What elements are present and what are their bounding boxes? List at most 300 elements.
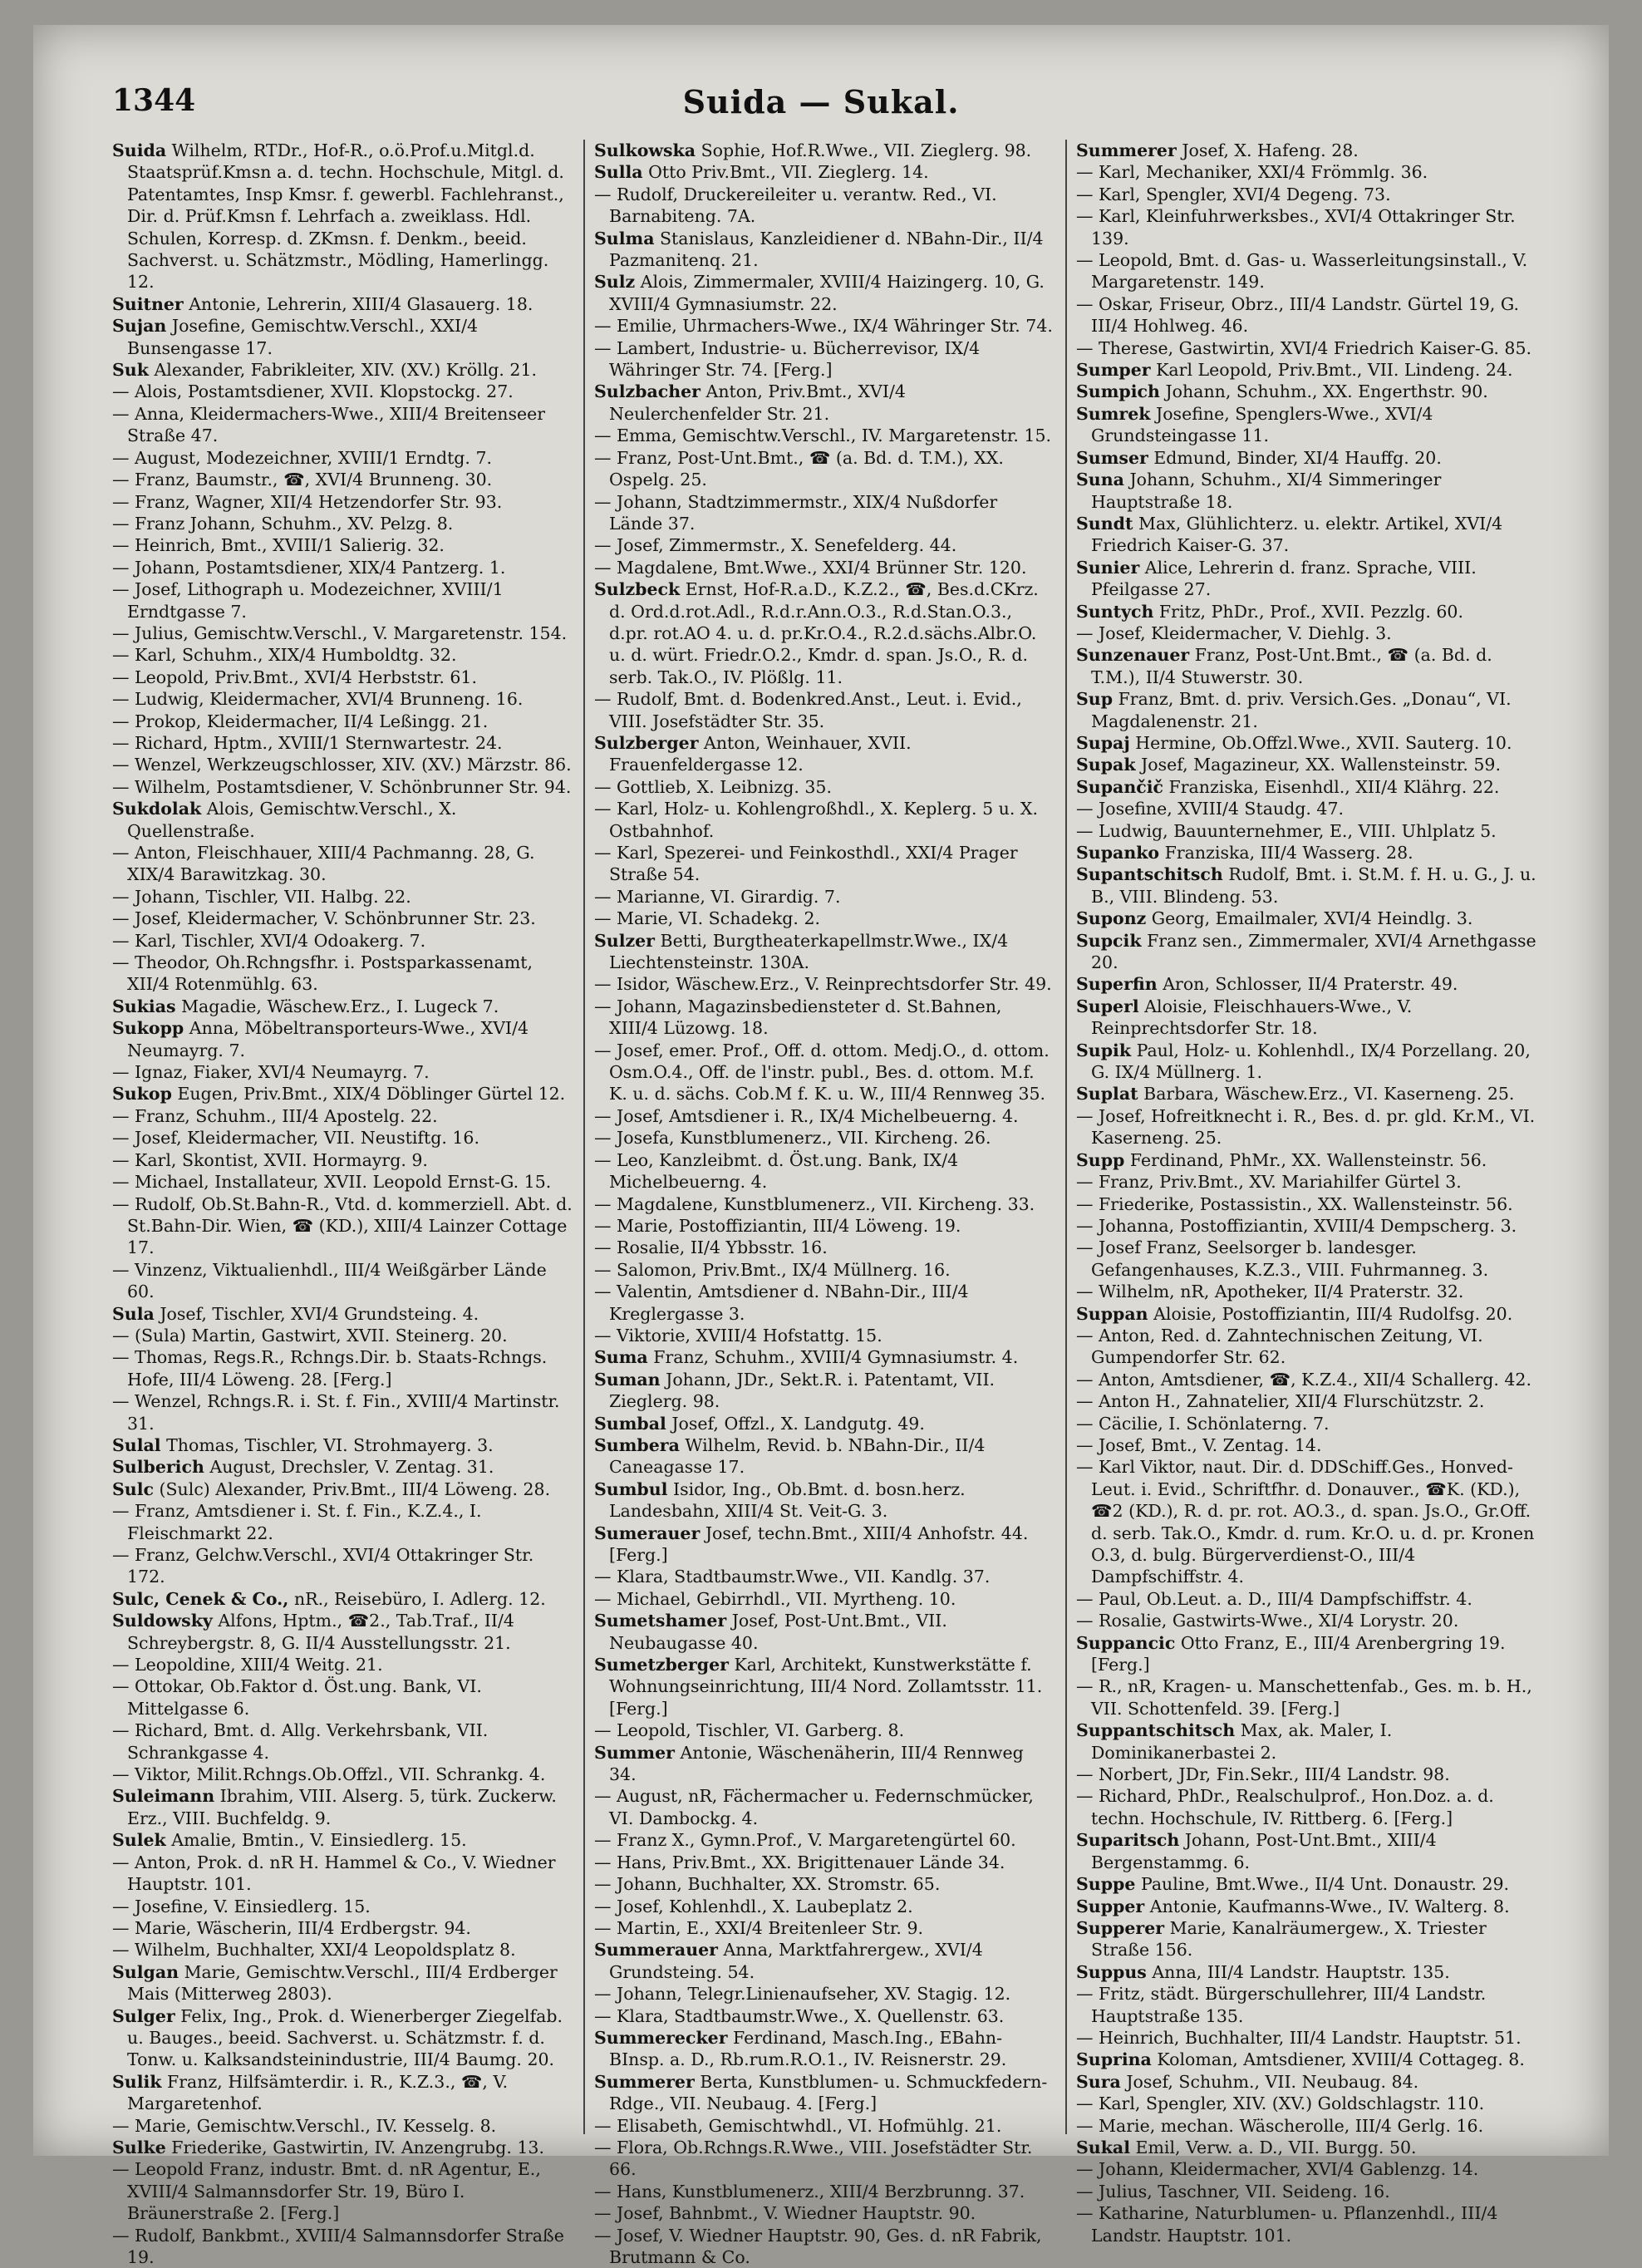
entry-text: — Karl, Spengler, XVI/4 Degeng. 73.: [1076, 184, 1391, 204]
directory-entry: [594, 908, 1055, 929]
entry-text: Friederike, Gastwirtin, IV. Anzengrubg. 13.: [171, 2137, 544, 2157]
entry-surname: Sup: [1076, 689, 1114, 710]
entry-text: — Josef, Zimmermstr., X. Senefelderg. 44.: [594, 535, 957, 556]
directory-entry: [1076, 1456, 1537, 1587]
column-1: [112, 140, 573, 2267]
directory-entry: [112, 754, 573, 775]
entry-text: Felix, Ing., Prok. d. Wienerberger Ziegelfab. u. Bauges., beeid. Sachverst. u. Schätzmstr. f. d. Tonw. u. Kalksandsteinindustrie, III/4 Baumg. 20.: [127, 2005, 563, 2070]
entry-text: Johann, JDr., Sekt.R. i. Patentamt, VII. Zieglerg. 98.: [609, 1369, 996, 1412]
entry-text: Magadie, Wäschew.Erz., I. Lugeck 7.: [181, 996, 499, 1016]
directory-entry: [112, 513, 573, 534]
directory-entry: [594, 732, 1055, 776]
directory-entry: [594, 1896, 1055, 1917]
entry-text: — Julius, Taschner, VII. Seideng. 16.: [1076, 2181, 1390, 2202]
entry-text: — Elisabeth, Gemischtwhdl., VI. Hofmühlg. 21.: [594, 2115, 1002, 2136]
directory-page: [33, 25, 1609, 2267]
entry-text: — Leo, Kanzleibmt. d. Öst.ung. Bank, IX/4 Michelbeuerng. 4.: [594, 1149, 959, 1193]
directory-entry: [112, 732, 573, 754]
directory-entry: [112, 2115, 573, 2137]
directory-entry: [1076, 863, 1537, 908]
directory-entry: [1076, 359, 1537, 381]
entry-text: — R., nR, Kragen- u. Manschettenfab., Ges. m. b. H., VII. Schottenfeld. 39. [Ferg.]: [1076, 1676, 1532, 1719]
directory-entry: [1076, 293, 1537, 337]
entry-surname: Supik: [1076, 1040, 1132, 1060]
directory-entry: [112, 557, 573, 578]
entry-text: — Rosalie, Gastwirts-Wwe., XI/4 Lorystr. 20.: [1076, 1611, 1459, 1631]
entry-text: — Klara, Stadtbaumstr.Wwe., X. Quellenstr. 63.: [594, 2005, 1005, 2026]
entry-text: Franziska, III/4 Wasserg. 28.: [1164, 843, 1413, 863]
directory-entry: [594, 228, 1055, 272]
directory-entry: [594, 315, 1055, 337]
entry-text: Emil, Verw. a. D., VII. Burgg. 50.: [1135, 2137, 1417, 2157]
directory-entry: [594, 2115, 1055, 2137]
directory-entry: [112, 2158, 573, 2224]
entry-surname: Superl: [1076, 996, 1139, 1016]
directory-entry: [1076, 1303, 1537, 1325]
directory-entry: [112, 1719, 573, 1764]
directory-entry: [594, 557, 1055, 578]
directory-entry: [112, 2005, 573, 2071]
entry-text: Josef, Post-Unt.Bmt., VII. Neubaugasse 40.: [609, 1611, 947, 1653]
directory-entry: [112, 1346, 573, 1390]
entry-text: Pauline, Bmt.Wwe., II/4 Unt. Donaustr. 29.: [1140, 1874, 1510, 1895]
directory-entry: [594, 2027, 1055, 2071]
directory-entry: [594, 1939, 1055, 1983]
entry-text: Eugen, Priv.Bmt., XIX/4 Döblinger Gürtel 12.: [177, 1084, 566, 1104]
directory-entry: [594, 996, 1055, 1040]
entry-surname: Suparitsch: [1076, 1830, 1180, 1851]
entry-text: — Karl, Schuhm., XIX/4 Humboldtg. 32.: [112, 645, 457, 666]
directory-entry: [1076, 1588, 1537, 1610]
entry-surname: Supak: [1076, 755, 1136, 775]
entry-surname: Sulik: [112, 2071, 162, 2092]
entry-text: Franz, Post-Unt.Bmt., ☎ (a. Bd. d. T.M.), II/4 Stuwerstr. 30.: [1091, 645, 1492, 687]
entry-text: Georg, Emailmaler, XVI/4 Heindlg. 3.: [1151, 908, 1473, 929]
directory-entry: [594, 337, 1055, 381]
entry-text: — Johann, Stadtzimmermstr., XIX/4 Nußdorfer Lände 37.: [594, 491, 998, 534]
entry-text: — Karl, Skontist, XVII. Hormayrg. 9.: [112, 1149, 428, 1170]
directory-entry: [1076, 2093, 1537, 2114]
entry-text: — Anton, Red. d. Zahntechnischen Zeitung, VI. Gumpendorfer Str. 62.: [1076, 1325, 1483, 1368]
directory-entry: [1076, 1325, 1537, 1369]
entry-text: Josefine, Gemischtw.Verschl., XXI/4 Bunsengasse 17.: [127, 316, 479, 358]
entry-text: Franz, Schuhm., XVIII/4 Gymnasiumstr. 4.: [653, 1347, 1019, 1368]
directory-entry: [1076, 622, 1537, 644]
entry-text: Isidor, Ing., Ob.Bmt. d. bosn.herz. Landesbahn, XIII/4 St. Veit-G. 3.: [609, 1478, 966, 1522]
entry-text: — Josef, Kleidermacher, V. Schönbrunner Str. 23.: [112, 908, 536, 929]
directory-entry: [594, 1983, 1055, 2005]
columns: [112, 140, 1538, 2267]
directory-entry: [594, 1785, 1055, 1829]
entry-text: — Leopold, Bmt. d. Gas- u. Wasserleitungsinstall., V. Margaretenstr. 149.: [1076, 250, 1528, 293]
entry-text: Franz, Bmt. d. priv. Versich.Ges. „Donau“, VI. Magdalenenstr. 21.: [1091, 689, 1512, 731]
entry-text: — Ludwig, Bauunternehmer, E., VIII. Uhlplatz 5.: [1076, 820, 1497, 841]
directory-entry: [594, 534, 1055, 556]
directory-entry: [1076, 161, 1537, 183]
entry-text: Alois, Zimmermaler, XVIII/4 Haizingerg. 10, G. XVIII/4 Gymnasiumstr. 22.: [609, 272, 1045, 314]
entry-text: — Johanna, Postoffiziantin, XVIII/4 Dempscherg. 3.: [1076, 1215, 1517, 1236]
entry-text: — Paul, Ob.Leut. a. D., III/4 Dampfschiffstr. 4.: [1076, 1588, 1472, 1609]
entry-surname: Supantschitsch: [1076, 864, 1223, 885]
entry-surname: Sulzberger: [594, 732, 699, 753]
entry-text: — Marie, VI. Schadekg. 2.: [594, 908, 821, 929]
directory-entry: [112, 2137, 573, 2158]
directory-entry: [1076, 1785, 1537, 1829]
entry-surname: Sulkowska: [594, 140, 696, 160]
directory-entry: [112, 996, 573, 1017]
directory-entry: [594, 1852, 1055, 1873]
entry-surname: Sulek: [112, 1830, 166, 1851]
directory-entry: [594, 1478, 1055, 1523]
entry-text: — Johann, Postamtsdiener, XIX/4 Pantzerg. 1.: [112, 557, 506, 578]
entry-text: Franz, Hilfsämterdir. i. R., K.Z.3., ☎, V. Margaretenhof.: [127, 2071, 509, 2114]
directory-entry: [594, 1127, 1055, 1149]
column-rule: [1065, 140, 1067, 2134]
entry-text: Ferdinand, Masch.Ing., EBahn-BInsp. a. D., Rb.rum.R.O.1., IV. Reisnerstr. 29.: [609, 2027, 1007, 2070]
directory-entry: [112, 886, 573, 908]
directory-entry: [594, 1105, 1055, 1127]
entry-surname: Sumper: [1076, 360, 1151, 381]
entry-text: — Marie, mechan. Wäscherolle, III/4 Gerlg. 16.: [1076, 2115, 1484, 2136]
entry-text: — Franz, Baumstr., ☎, XVI/4 Brunneng. 30.: [112, 470, 493, 490]
directory-entry: [112, 1017, 573, 1061]
directory-entry: [112, 908, 573, 929]
entry-text: — Karl, Tischler, XVI/4 Odoakerg. 7.: [112, 930, 426, 951]
entry-text: — Josef, Bahnbmt., V. Wiedner Hauptstr. 90.: [594, 2203, 976, 2224]
entry-text: — Marie, Postoffiziantin, III/4 Löweng. 19.: [594, 1215, 961, 1236]
entry-surname: Sumetshamer: [594, 1611, 727, 1631]
entry-text: — Josef, V. Wiedner Hauptstr. 90, Ges. d. nR Fabrik, Brutmann & Co.: [594, 2225, 1042, 2267]
directory-entry: [1076, 1719, 1537, 1764]
entry-surname: Sundt: [1076, 513, 1133, 534]
entry-text: — Franz, Amtsdiener i. St. f. Fin., K.Z.4., I. Fleischmarkt 22.: [112, 1501, 482, 1543]
entry-text: — Karl, Spezerei- und Feinkosthdl., XXI/4 Prager Straße 54.: [594, 843, 1018, 885]
entry-text: — Fritz, städt. Bürgerschullehrer, III/4 Landstr. Hauptstraße 135.: [1076, 1984, 1487, 2026]
entry-text: Max, Glühlichterz. u. elektr. Artikel, XVI/4 Friedrich Kaiser-G. 37.: [1091, 513, 1503, 556]
directory-entry: [112, 1171, 573, 1193]
directory-entry: [112, 381, 573, 402]
directory-entry: [1076, 1171, 1537, 1193]
entry-text: Anton, Priv.Bmt., XVI/4 Neulerchenfelder Str. 21.: [609, 381, 906, 424]
entry-text: — Leopold Franz, industr. Bmt. d. nR Agentur, E., XVIII/4 Salmannsdorfer Str. 19, Büro I. Bräunerstraße 2. [Ferg.]: [112, 2159, 541, 2224]
entry-surname: Suppantschitsch: [1076, 1720, 1236, 1741]
directory-entry: [112, 1917, 573, 1939]
directory-entry: [594, 1149, 1055, 1193]
entry-text: Alexander, Fabrikleiter, XIV. (XV.) Kröllg. 21.: [154, 360, 538, 381]
page-number: 1344: [112, 83, 196, 118]
directory-entry: [112, 622, 573, 644]
directory-entry: [112, 1588, 573, 1610]
entry-surname: Suponz: [1076, 908, 1147, 929]
entry-text: — Josef, Lithograph u. Modezeichner, XVIII/1 Erndtgasse 7.: [112, 579, 504, 622]
entry-text: — Johann, Telegr.Linienaufseher, XV. Stagig. 12.: [594, 1984, 1011, 2005]
entry-surname: Superfin: [1076, 974, 1158, 995]
directory-entry: [594, 140, 1055, 161]
directory-entry: [1076, 1873, 1537, 1895]
directory-entry: [594, 776, 1055, 798]
directory-entry: [112, 1149, 573, 1171]
entry-surname: Sulma: [594, 228, 655, 248]
directory-entry: [1076, 1434, 1537, 1456]
directory-entry: [594, 447, 1055, 491]
entry-text: — Marianne, VI. Girardig. 7.: [594, 886, 841, 907]
directory-entry: [594, 798, 1055, 842]
directory-entry: [1076, 644, 1537, 688]
entry-text: Otto Franz, E., III/4 Arenbergring 19. [Ferg.]: [1091, 1632, 1506, 1675]
directory-entry: [1076, 1829, 1537, 1873]
entry-text: Anna, III/4 Landstr. Hauptstr. 135.: [1152, 1961, 1450, 1982]
directory-entry: [594, 930, 1055, 974]
entry-text: Aloisie, Fleischhauers-Wwe., V. Reinprechtsdorfer Str. 18.: [1091, 996, 1413, 1039]
directory-entry: [112, 842, 573, 886]
directory-entry: [1076, 447, 1537, 469]
entry-surname: Suna: [1076, 470, 1124, 490]
entry-surname: Sula: [112, 1303, 155, 1324]
entry-surname: Sumrek: [1076, 403, 1151, 424]
entry-text: — August, nR, Fächermacher u. Federnschmücker, VI. Dambockg. 4.: [594, 1786, 1034, 1828]
entry-surname: Sulal: [112, 1434, 161, 1455]
entry-surname: Supp: [1076, 1149, 1125, 1170]
entry-text: — Josef, Kohlenhdl., X. Laubeplatz 2.: [594, 1896, 913, 1916]
entry-text: Alfons, Hptm., ☎2., Tab.Traf., II/4 Schreybergstr. 8, G. II/4 Ausstellungsstr. 21.: [127, 1611, 514, 1653]
entry-text: Rudolf, Bmt. i. St.M. f. H. u. G., J. u. B., VIII. Blindeng. 53.: [1091, 864, 1536, 907]
entry-text: — Isidor, Wäschew.Erz., V. Reinprechtsdorfer Str. 49.: [594, 974, 1052, 995]
directory-entry: [112, 1434, 573, 1456]
entry-surname: Supančič: [1076, 776, 1163, 797]
entry-text: — Karl, Mechaniker, XXI/4 Frömmlg. 36.: [1076, 162, 1428, 183]
directory-entry: [112, 688, 573, 710]
directory-entry: [594, 1325, 1055, 1346]
directory-entry: [594, 161, 1055, 183]
directory-entry: [594, 271, 1055, 315]
directory-entry: [1076, 908, 1537, 929]
directory-entry: [112, 930, 573, 952]
entry-text: Stanislaus, Kanzleidiener d. NBahn-Dir., II/4 Pazmanitenq. 21.: [609, 228, 1044, 271]
directory-entry: [112, 1259, 573, 1303]
entry-surname: Sumbal: [594, 1413, 666, 1434]
directory-entry: [1076, 1917, 1537, 1961]
entry-text: — Katharine, Naturblumen- u. Pflanzenhdl., III/4 Landstr. Hauptstr. 101.: [1076, 2203, 1498, 2246]
entry-text: — Thomas, Regs.R., Rchngs.Dir. b. Staats-Rchngs. Hofe, III/4 Löweng. 28. [Ferg.]: [112, 1347, 548, 1390]
entry-text: — Leopoldine, XIII/4 Weitg. 21.: [112, 1655, 383, 1675]
directory-entry: [112, 1785, 573, 1829]
entry-text: — Johann, Kleidermacher, XVI/4 Gablenzg. 14.: [1076, 2159, 1479, 2180]
directory-entry: [594, 184, 1055, 228]
entry-text: — Emma, Gemischtw.Verschl., IV. Margaretenstr. 15.: [594, 426, 1052, 446]
running-head: Suida — Sukal.: [682, 83, 960, 121]
entry-text: Franz sen., Zimmermaler, XVI/4 Arnethgasse 20.: [1091, 930, 1536, 973]
entry-text: — Josef, Bmt., V. Zentag. 14.: [1076, 1434, 1322, 1455]
entry-text: — Rudolf, Ob.St.Bahn-R., Vtd. d. kommerziell. Abt. d. St.Bahn-Dir. Wien, ☎ (KD.), XIII/4 Lainzer Cottage 17.: [112, 1193, 573, 1258]
entry-text: — Magdalene, Bmt.Wwe., XXI/4 Brünner Str. 120.: [594, 557, 1027, 578]
entry-surname: Suitner: [112, 293, 184, 314]
directory-entry: [1076, 1632, 1537, 1676]
directory-entry: [1076, 930, 1537, 974]
directory-entry: [112, 469, 573, 490]
directory-entry: [594, 1917, 1055, 1939]
directory-entry: [112, 1654, 573, 1675]
entry-text: — Michael, Installateur, XVII. Leopold Ernst-G. 15.: [112, 1172, 552, 1193]
entry-text: Sophie, Hof.R.Wwe., VII. Zieglerg. 98.: [701, 140, 1032, 160]
directory-entry: [594, 2005, 1055, 2027]
directory-entry: [594, 1829, 1055, 1851]
entry-text: — Salomon, Priv.Bmt., IX/4 Müllnerg. 16.: [594, 1259, 951, 1280]
entry-text: — Josefine, XVIII/4 Staudg. 47.: [1076, 799, 1345, 819]
entry-surname: Supperer: [1076, 1917, 1165, 1938]
entry-text: Anton, Weinhauer, XVII. Frauenfeldergasse 12.: [609, 732, 912, 775]
entry-surname: Suppancic: [1076, 1632, 1176, 1653]
directory-entry: [594, 381, 1055, 425]
directory-entry: [1076, 557, 1537, 601]
directory-entry: [1076, 601, 1537, 622]
entry-surname: Sulzer: [594, 930, 655, 951]
directory-entry: [594, 2225, 1055, 2268]
entry-text: — Wilhelm, Postamtsdiener, V. Schönbrunner Str. 94.: [112, 776, 572, 797]
entry-text: — Rudolf, Bmt. d. Bodenkred.Anst., Leut. i. Evid., VIII. Josefstädter Str. 35.: [594, 689, 1022, 731]
directory-entry: [112, 644, 573, 666]
entry-text: — Franz Johann, Schuhm., XV. Pelzg. 8.: [112, 513, 454, 534]
entry-text: — Karl, Kleinfuhrwerksbes., XVI/4 Ottakringer Str. 139.: [1076, 206, 1516, 248]
entry-text: Antonie, Wäschenäherin, III/4 Rennweg 34.: [609, 1742, 1024, 1785]
entry-text: Josef, Offzl., X. Landgutg. 49.: [671, 1413, 925, 1434]
entry-text: — Wenzel, Rchngs.R. i. St. f. Fin., XVIII/4 Martinstr. 31.: [112, 1391, 560, 1434]
directory-entry: [594, 1523, 1055, 1567]
entry-surname: Sumbul: [594, 1478, 668, 1499]
directory-entry: [1076, 2181, 1537, 2202]
entry-text: — Theodor, Oh.Rchngsfhr. i. Postsparkassenamt, XII/4 Rotenmühlg. 63.: [112, 952, 533, 995]
directory-entry: [112, 578, 573, 622]
entry-text: Josefine, Spenglers-Wwe., XVI/4 Grundsteingasse 11.: [1091, 403, 1433, 446]
directory-entry: [1076, 2071, 1537, 2093]
entry-text: — Ottokar, Ob.Faktor d. Öst.ung. Bank, VI. Mittelgasse 6.: [112, 1676, 482, 1719]
entry-text: Johann, Post-Unt.Bmt., XIII/4 Bergenstammg. 6.: [1091, 1830, 1437, 1872]
directory-entry: [112, 2071, 573, 2115]
entry-text: — Franz, Wagner, XII/4 Hetzendorfer Str. 93.: [112, 491, 503, 512]
entry-text: Wilhelm, Revid. b. NBahn-Dir., II/4 Caneagasse 17.: [609, 1434, 986, 1478]
entry-surname: Suprina: [1076, 2049, 1152, 2070]
directory-entry: [112, 447, 573, 469]
directory-entry: [112, 1500, 573, 1544]
entry-text: Karl, Architekt, Kunstwerkstätte f. Wohnungseinrichtung, III/4 Nord. Zollamtsstr. 11. [Ferg.]: [609, 1655, 1043, 1719]
entry-text: — Josef Franz, Seelsorger b. landesger. Gefangenhauses, K.Z.3., VIII. Fuhrmanneg. 3.: [1076, 1237, 1489, 1280]
directory-entry: [594, 2071, 1055, 2115]
entry-surname: Suma: [594, 1347, 648, 1368]
entry-surname: Suplat: [1076, 1084, 1138, 1104]
entry-text: Betti, Burgtheaterkapellmstr.Wwe., IX/4 Liechtensteinstr. 130A.: [609, 930, 1009, 973]
entry-text: Paul, Holz- u. Kohlenhdl., IX/4 Porzellang. 20, G. IX/4 Müllnerg. 1.: [1091, 1040, 1531, 1083]
directory-entry: [1076, 1040, 1537, 1084]
entry-surname: Suman: [594, 1369, 661, 1390]
directory-entry: [594, 1237, 1055, 1258]
entry-text: — Wilhelm, Buchhalter, XXI/4 Leopoldsplatz 8.: [112, 1940, 516, 1961]
entry-text: — Flora, Ob.Rchngs.R.Wwe., VIII. Josefstädter Str. 66.: [594, 2137, 1033, 2180]
entry-text: Josef, X. Hafeng. 28.: [1182, 140, 1359, 160]
directory-entry: [594, 1281, 1055, 1325]
directory-entry: [594, 1566, 1055, 1587]
directory-entry: [112, 491, 573, 513]
entry-surname: Summer: [594, 1742, 675, 1763]
entry-text: — Viktorie, XVIII/4 Hofstattg. 15.: [594, 1325, 882, 1346]
entry-text: Ferdinand, PhMr., XX. Wallensteinstr. 56.: [1129, 1149, 1487, 1170]
directory-entry: [1076, 381, 1537, 402]
directory-entry: [1076, 2202, 1537, 2246]
entry-text: Antonie, Lehrerin, XIII/4 Glasauerg. 18.: [189, 293, 533, 314]
entry-text: — Anton H., Zahnatelier, XII/4 Flurschützstr. 2.: [1076, 1391, 1485, 1412]
directory-entry: [112, 1829, 573, 1851]
entry-text: — Michael, Gebirrhdl., VII. Myrtheng. 10.: [594, 1588, 956, 1609]
entry-surname: Summerer: [1076, 140, 1177, 160]
entry-text: — Leopold, Priv.Bmt., XVI/4 Herbststr. 61.: [112, 667, 477, 687]
entry-text: — Karl, Holz- u. Kohlengroßhdl., X. Keplerg. 5 u. X. Ostbahnhof.: [594, 799, 1038, 841]
directory-entry: [112, 1061, 573, 1083]
entry-text: — Vinzenz, Viktualienhdl., III/4 Weißgärber Lände 60.: [112, 1259, 547, 1302]
entry-text: Wilhelm, RTDr., Hof-R., o.ö.Prof.u.Mitgl.d. Staatsprüf.Kmsn a. d. techn. Hochschule, Mitgl. d. Patentamtes, Insp Kmsr. f. gewerbl. Fachlehranst., Dir. d. Prüf.Kmsn f. Lehrfach a. zweiklass. Hdl. Schulen, Korresp. d. ZKmsn. f. Denkm., beeid. Sachverst. u. Schätzmstr., Mödling, Hamerlingg. 12.: [127, 140, 564, 293]
entry-text: — Wilhelm, nR, Apotheker, II/4 Praterstr. 32.: [1076, 1282, 1464, 1302]
entry-surname: Sukias: [112, 996, 176, 1016]
directory-entry: [594, 1873, 1055, 1895]
directory-entry: [1076, 469, 1537, 513]
entry-surname: Suk: [112, 360, 149, 381]
entry-surname: Sunier: [1076, 557, 1140, 578]
directory-entry: [112, 293, 573, 315]
entry-surname: Sulke: [112, 2137, 166, 2157]
entry-surname: Summerer: [594, 2071, 695, 2092]
entry-surname: Summerauer: [594, 1940, 718, 1961]
entry-text: Marie, Kanalräumergew., X. Triester Straße 156.: [1091, 1917, 1487, 1961]
entry-text: — Franz, Schuhm., III/4 Apostelg. 22.: [112, 1105, 438, 1126]
entry-surname: Sukdolak: [112, 799, 202, 819]
directory-entry: [112, 1127, 573, 1149]
directory-entry: [112, 1390, 573, 1434]
directory-entry: [1076, 1983, 1537, 2027]
entry-text: (Sulc) Alexander, Priv.Bmt., III/4 Löweng. 28.: [159, 1478, 551, 1499]
directory-entry: [594, 1040, 1055, 1105]
directory-entry: [594, 1719, 1055, 1741]
entry-text: — Gottlieb, X. Leibnizg. 35.: [594, 776, 832, 797]
entry-text: Alois, Gemischtw.Verschl., X. Quellenstraße.: [127, 799, 457, 841]
directory-entry: [1076, 776, 1537, 798]
entry-text: Barbara, Wäschew.Erz., VI. Kaserneng. 25.: [1143, 1084, 1515, 1104]
entry-text: — Josef, Hofreitknecht i. R., Bes. d. pr. gld. Kr.M., VI. Kaserneng. 25.: [1076, 1105, 1536, 1149]
entry-text: — Magdalene, Kunstblumenerz., VII. Kircheng. 33.: [594, 1193, 1035, 1214]
entry-text: — Prokop, Kleidermacher, II/4 Leßingg. 21.: [112, 711, 489, 731]
entry-text: — Anton, Prok. d. nR H. Hammel & Co., V. Wiedner Hauptstr. 101.: [112, 1852, 556, 1895]
entry-surname: Summerecker: [594, 2027, 728, 2048]
directory-entry: [1076, 1764, 1537, 1785]
directory-entry: [1076, 1083, 1537, 1104]
directory-entry: [112, 534, 573, 556]
entry-text: — Martin, E., XXI/4 Breitenleer Str. 9.: [594, 1917, 924, 1938]
directory-entry: [112, 2225, 573, 2268]
entry-text: Ernst, Hof-R.a.D., K.Z.2., ☎, Bes.d.CKrz. d. Ord.d.rot.Adl., R.d.r.Ann.O.3., R.d.Stan.O.3., d.pr. rot.AO 4. u. d. pr.Kr.O.4., R.2.d.sächs.Albr.O. u. d. würt. Friedr.O.2., Kmdr. d. span. Js.O., R. d. serb. Tak.O., IV. Plößlg. 11.: [609, 579, 1039, 687]
directory-entry: [1076, 403, 1537, 447]
entry-text: — Viktor, Milit.Rchngs.Ob.Offzl., VII. Schrankg. 4.: [112, 1764, 546, 1785]
entry-text: — Ludwig, Kleidermacher, XVI/4 Brunneng. 16.: [112, 689, 524, 710]
entry-text: — Josef, Amtsdiener i. R., IX/4 Michelbeuerng. 4.: [594, 1105, 1019, 1126]
directory-entry: [594, 425, 1055, 446]
directory-entry: [594, 1742, 1055, 1786]
entry-surname: Sulla: [594, 162, 643, 183]
entry-surname: Suntych: [1076, 601, 1154, 622]
directory-entry: [1076, 184, 1537, 205]
directory-entry: [1076, 688, 1537, 732]
directory-entry: [1076, 1896, 1537, 1917]
directory-entry: [594, 1610, 1055, 1654]
directory-entry: [112, 798, 573, 842]
entry-text: — Rudolf, Bankbmt., XVIII/4 Salmannsdorfer Straße 19.: [112, 2225, 564, 2267]
entry-text: Johann, Schuhm., XX. Engerthstr. 90.: [1165, 381, 1488, 402]
directory-entry: [112, 315, 573, 359]
